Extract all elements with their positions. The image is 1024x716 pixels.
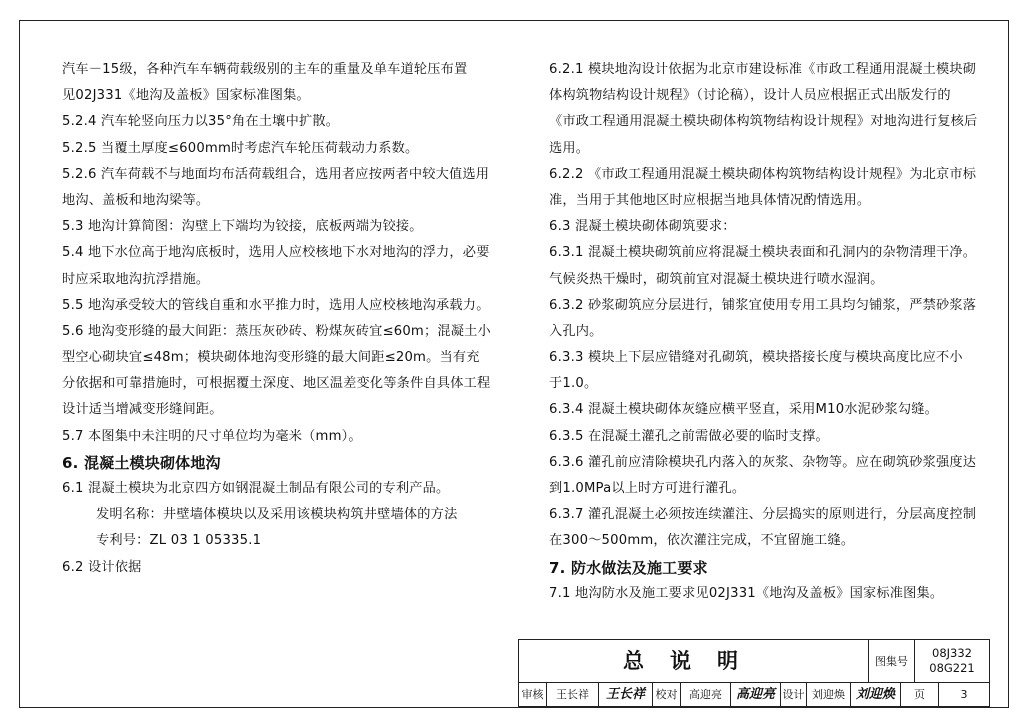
page-number: 3 [960, 688, 968, 701]
text-line: 地沟、盖板和地沟梁等。 [62, 192, 210, 208]
text-line: 7.1 地沟防水及施工要求见02J331《地沟及盖板》国家标准图集。 [549, 585, 944, 601]
checker-name: 高迎亮 [681, 683, 731, 706]
text-line: 5.7 本图集中未注明的尺寸单位均为毫米（mm）。 [62, 428, 362, 444]
text-line: 入孔内。 [549, 323, 603, 339]
text-line: 选用。 [549, 140, 590, 156]
signature-row [519, 683, 989, 706]
text-line: 时应采取地沟抗浮措施。 [62, 271, 210, 287]
text-line: 《市政工程通用混凝土模块砌体构筑物结构设计规程》对地沟进行复核后 [549, 114, 978, 130]
text-line: 6.3 混凝土模块砌体砌筑要求： [549, 219, 736, 235]
text-line: 6.2 设计依据 [62, 559, 142, 575]
section-heading-6: 6. 混凝土模块砌体地沟 [62, 453, 221, 472]
text-line: 5.2.6 汽车荷载不与地面均布活荷载组合，选用者应按两者中较大值选用 [62, 166, 490, 182]
text-line: 设计适当增减变形缝间距。 [62, 402, 223, 418]
text-line: 体构筑物结构设计规程》（讨论稿），设计人员应根据正式出版发行的 [549, 88, 951, 104]
text-line: 6.2.1 模块地沟设计依据为北京市建设标准《市政工程通用混凝土模块砌 [549, 62, 977, 77]
text-line: 5.6 地沟变形缝的最大间距：蒸压灰砂砖、粉煤灰砖宜≤60m；混凝土小 [62, 323, 491, 339]
atlas-number-2: 08G221 [929, 661, 975, 675]
text-line: 6.3.4 混凝土模块砌体灰缝应横平竖直，采用M10水泥砂浆勾缝。 [549, 402, 939, 418]
text-line: 5.5 地沟承受较大的管线自重和水平推力时，选用人应校核地沟承载力。 [62, 297, 490, 313]
page-label: 页 [901, 683, 939, 706]
design-label: 设计 [781, 683, 807, 706]
checker-signature: 高迎亮 [731, 683, 781, 706]
title-block [518, 639, 990, 707]
text-line: 汽车－15级，各种汽车车辆荷载级别的主车的重量及单车道轮压布置 [62, 62, 468, 77]
right-column [549, 57, 979, 607]
section-heading-7: 7. 防水做法及施工要求 [549, 558, 708, 577]
review-label: 审核 [519, 683, 547, 706]
text-line: 6.3.3 模块上下层应错缝对孔砌筑，模块搭接长度与模块高度比应不小 [549, 350, 963, 366]
text-line: 5.2.4 汽车轮竖向压力以35°角在土壤中扩散。 [62, 114, 340, 130]
text-line: 6.3.6 灌孔前应清除模块孔内落入的灰浆、杂物等。应在砌筑砂浆强度达 [549, 454, 977, 470]
text-line: 型空心砌块宜≤48m；模块砌体地沟变形缝的最大间距≤20m。当有充 [62, 350, 480, 366]
atlas-number [915, 640, 989, 683]
text-line: 6.3.1 混凝土模块砌筑前应将混凝土模块表面和孔洞内的杂物清理干净。 [549, 245, 977, 261]
reviewer-name: 王长祥 [547, 683, 599, 706]
text-line: 准，当用于其他地区时应根据当地具体情况酌情选用。 [549, 192, 871, 208]
text-line: 5.2.5 当覆土厚度≤600mm时考虑汽车轮压荷载动力系数。 [62, 140, 419, 156]
reviewer-signature: 王长祥 [599, 683, 653, 706]
atlas-number-label: 图集号 [869, 640, 915, 683]
text-line: 6.1 混凝土模块为北京四方如钢混凝土制品有限公司的专利产品。 [62, 481, 450, 496]
text-line: 6.2.2 《市政工程通用混凝土模块砌体构筑物结构设计规程》为北京市标 [549, 166, 977, 182]
text-line: 5.4 地下水位高于地沟底板时，选用人应校核地下水对地沟的浮力，必要 [62, 245, 490, 261]
text-line: 见02J331《地沟及盖板》国家标准图集。 [62, 88, 310, 104]
text-line: 6.3.2 砂浆砌筑应分层进行，铺浆宜使用专用工具均匀铺浆，严禁砂浆落 [549, 297, 977, 313]
drawing-title: 总说明 [519, 640, 869, 683]
text-line: 于1.0。 [549, 376, 598, 392]
text-line: 气候炎热干燥时，砌筑前宜对混凝土模块进行喷水湿润。 [549, 271, 884, 287]
designer-signature: 刘迎焕 [851, 683, 901, 706]
text-line: 6.3.7 灌孔混凝土必须按连续灌注、分层捣实的原则进行，分层高度控制 [549, 507, 977, 523]
text-line: 到1.0MPa以上时方可进行灌孔。 [549, 481, 746, 496]
invention-name: 发明名称：井壁墙体模块以及采用该模块构筑井壁墙体的方法 [96, 507, 458, 523]
check-label: 校对 [653, 683, 681, 706]
left-column [62, 57, 502, 581]
text-line: 分依据和可靠措施时，可根据覆土深度、地区温差变化等条件自具体工程 [62, 376, 491, 392]
designer-name: 刘迎焕 [807, 683, 851, 706]
atlas-number-1: 08J332 [932, 646, 972, 660]
patent-number: 专利号：ZL 03 1 05335.1 [96, 533, 262, 549]
text-line: 在300～500mm，依次灌注完成，不宜留施工缝。 [549, 533, 855, 549]
text-line: 6.3.5 在混凝土灌孔之前需做必要的临时支撑。 [549, 428, 829, 444]
text-line: 5.3 地沟计算简图：沟壁上下端均为铰接，底板两端为铰接。 [62, 219, 423, 235]
